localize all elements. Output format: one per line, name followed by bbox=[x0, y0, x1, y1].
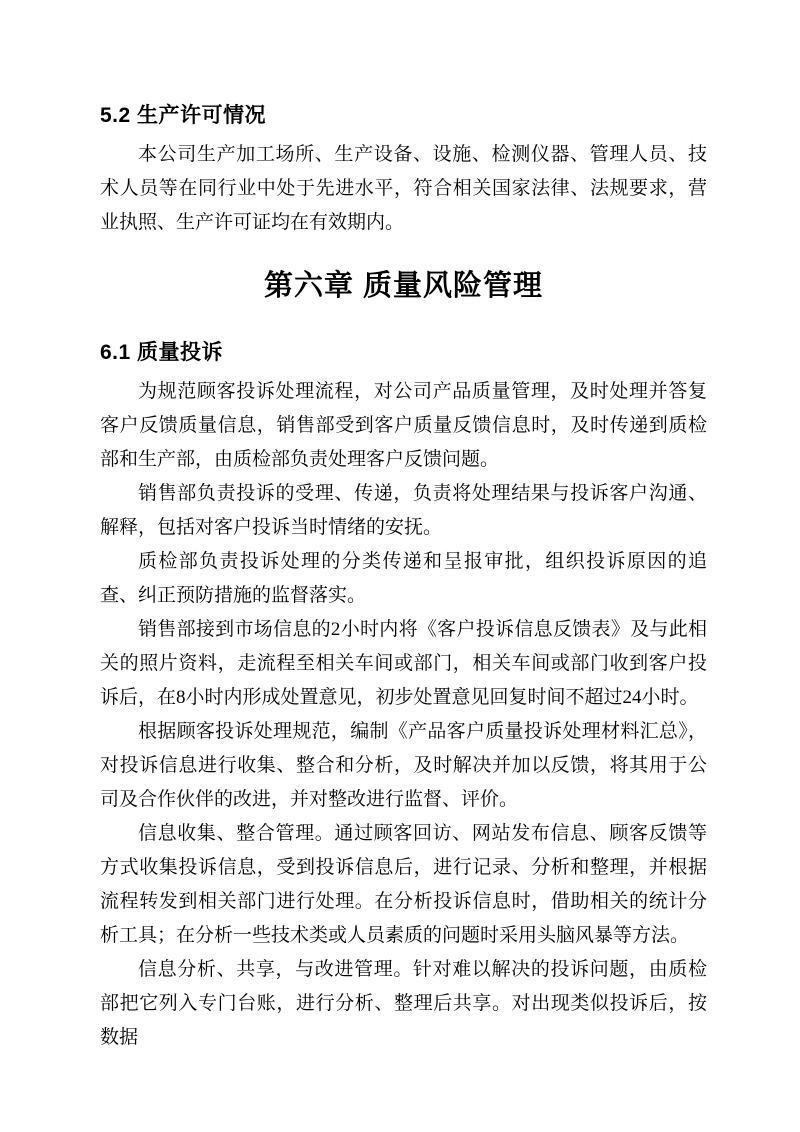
section-6-1-paragraph-4: 销售部接到市场信息的2小时内将《客户投诉信息反馈表》及与此相关的照片资料，走流程至相关车间或部门，相关车间或部门收到客户投诉后，在8小时内形成处置意见，初步处置意见回复时间不超过24小时。 bbox=[100, 619, 707, 708]
section-6-1-paragraph-2: 销售部负责投诉的受理、传递，负责将处理结果与投诉客户沟通、解释，包括对客户投诉当时情绪的安抚。 bbox=[100, 483, 707, 538]
section-6-1-paragraph-5: 根据顾客投诉处理规范，编制《产品客户质量投诉处理材料汇总》，对投诉信息进行收集、整合和分析，及时解决并加以反馈，将其用于公司及合作伙伴的改进，并对整改进行监督、评价。 bbox=[100, 721, 707, 810]
section-5-2-heading: 5.2 生产许可情况 bbox=[100, 104, 267, 127]
section-6-1-heading: 6.1 质量投诉 bbox=[100, 341, 224, 364]
section-6-1-paragraph-6: 信息收集、整合管理。通过顾客回访、网站发布信息、顾客反馈等方式收集投诉信息，受到投诉信息后，进行记录、分析和整理，并根据流程转发到相关部门进行处理。在分析投诉信息时，借助相关的统计分析工具；在分析一些技术类或人员素质的问题时采用头脑风暴等方法。 bbox=[100, 823, 707, 946]
section-6-1-paragraph-7: 信息分析、共享，与改进管理。针对难以解决的投诉问题，由质检部把它列入专门台账，进行分析、整理后共享。对出现类似投诉后，按数据 bbox=[100, 959, 707, 1048]
section-6-1-paragraph-1: 为规范顾客投诉处理流程，对公司产品质量管理，及时处理并答复客户反馈质量信息，销售部受到客户质量反馈信息时，及时传递到质检部和生产部，由质检部负责处理客户反馈问题。 bbox=[100, 381, 707, 470]
section-6-1-paragraph-3: 质检部负责投诉处理的分类传递和呈报审批，组织投诉原因的追查、纠正预防措施的监督落实。 bbox=[100, 551, 707, 606]
section-5-2-paragraph: 本公司生产加工场所、生产设备、设施、检测仪器、管理人员、技术人员等在同行业中处于先进水平，符合相关国家法律、法规要求，营业执照、生产许可证均在有效期内。 bbox=[100, 144, 707, 233]
chapter-6-title: 第六章 质量风险管理 bbox=[263, 270, 544, 302]
